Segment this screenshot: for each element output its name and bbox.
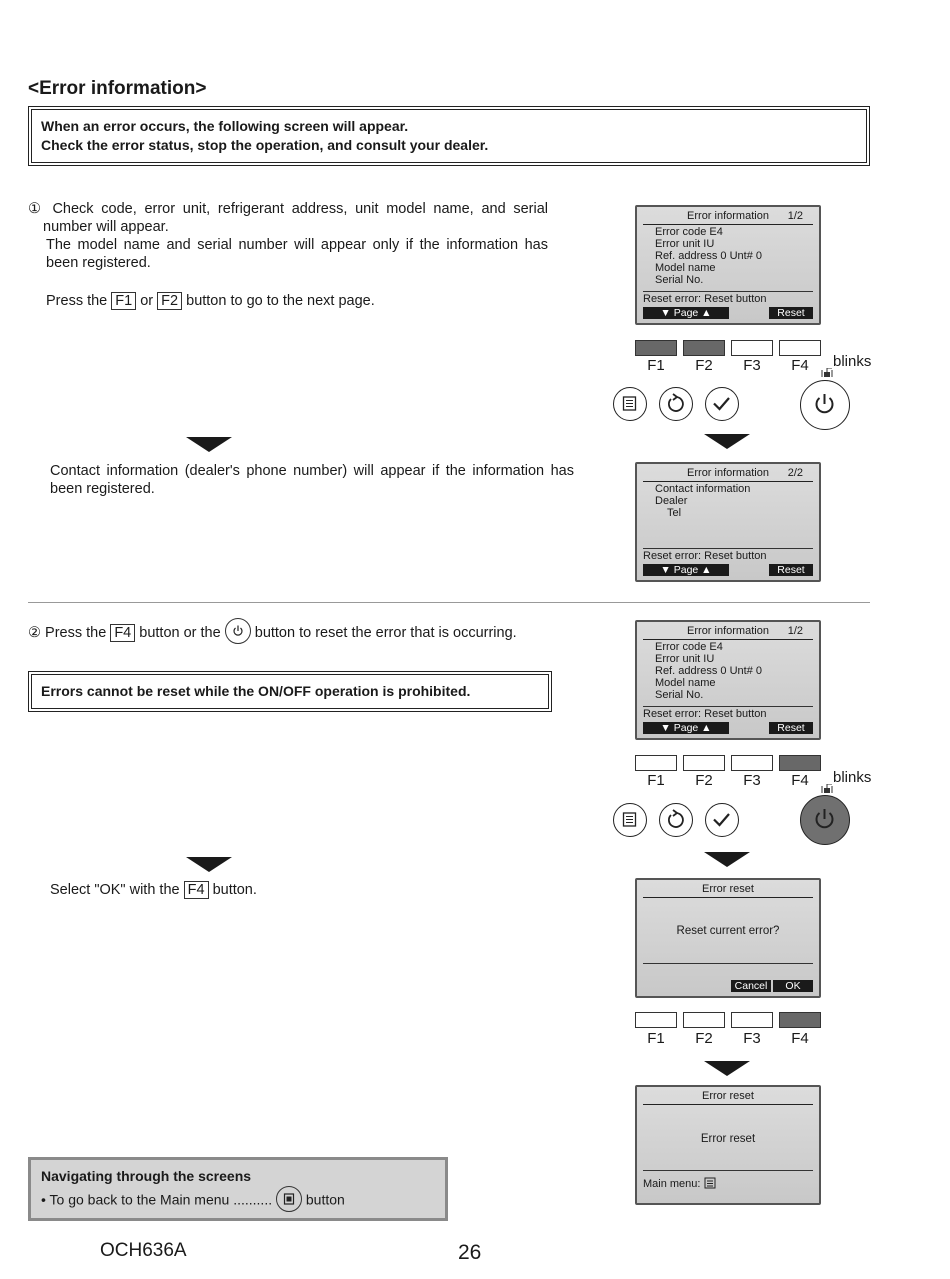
f2-button[interactable]: [683, 755, 725, 771]
menu-icon: [704, 1177, 716, 1189]
power-icon: [801, 381, 848, 428]
step1-line-1: Check code, error unit, refrigerant address, unit model name, and serial: [52, 201, 549, 217]
f3-label: F3: [743, 357, 761, 374]
lcd-error-info-page1: [635, 205, 821, 325]
f2-button[interactable]: [683, 340, 725, 356]
lcd-line: Tel: [667, 507, 682, 519]
f4-label: F4: [791, 1030, 809, 1047]
select-ok-post: button.: [212, 882, 257, 898]
f1-key-label: F1: [111, 292, 136, 310]
lcd-line: Error unit IU: [655, 653, 715, 665]
f2-button[interactable]: [683, 1012, 725, 1028]
lcd-reset-button[interactable]: Reset: [769, 722, 813, 734]
navigation-box: [28, 1157, 448, 1221]
f3-button[interactable]: [731, 340, 773, 356]
step2-mid: button or the: [139, 624, 221, 641]
f1-label: F1: [647, 1030, 665, 1047]
lcd-reset-hint: Reset error: Reset button: [643, 708, 767, 720]
f3-button[interactable]: [731, 755, 773, 771]
return-icon: [660, 804, 691, 835]
nav-item-pre: • To go back to the Main menu ..........: [41, 1191, 273, 1208]
step1-line-4: been registered.: [46, 255, 151, 271]
arrow-down-icon: [704, 1061, 750, 1076]
power-button[interactable]: [800, 795, 850, 845]
step1-line-2: number will appear.: [43, 219, 169, 235]
f1-label: F1: [647, 772, 665, 789]
return-button[interactable]: [659, 803, 693, 837]
f2-label: F2: [695, 357, 713, 374]
lcd-line: Ref. address 0 Unt# 0: [655, 250, 763, 262]
lcd-title: Error information: [687, 625, 769, 637]
lcd-title: Error reset: [702, 883, 754, 895]
f4-label: F4: [791, 357, 809, 374]
f4-button[interactable]: [779, 755, 821, 771]
f2-label: F2: [695, 772, 713, 789]
step1-num: ①: [28, 201, 45, 217]
lcd-error-reset-confirm: [635, 878, 821, 998]
step2-pre: Press the: [45, 624, 107, 641]
f4-button[interactable]: [779, 340, 821, 356]
notice-line-2: Check the error status, stop the operation, and consult your dealer.: [41, 137, 489, 153]
lcd-title: Error information: [687, 210, 769, 222]
lcd-line: Error code E4: [655, 641, 723, 653]
lcd-cancel-button[interactable]: Cancel: [731, 980, 771, 992]
lcd-line: Model name: [655, 677, 716, 689]
lcd-line: Model name: [655, 262, 716, 274]
f1-label: F1: [647, 357, 665, 374]
blink-indicator-icon: [820, 784, 834, 794]
section-divider: [28, 602, 870, 603]
lcd-line: Dealer: [655, 495, 688, 507]
contact-info-text: [50, 462, 574, 498]
f1-button[interactable]: [635, 1012, 677, 1028]
step2-text: [28, 620, 517, 646]
f4-button[interactable]: [779, 1012, 821, 1028]
step1-line-3: The model name and serial number will appear only if the information has: [46, 237, 548, 253]
step1-or: or: [140, 293, 154, 309]
step2-post: button to reset the error that is occurring.: [254, 624, 517, 641]
f2-key-label: F2: [157, 292, 182, 310]
lcd-ok-button[interactable]: OK: [773, 980, 813, 992]
lcd-line: Error code E4: [655, 226, 723, 238]
menu-button[interactable]: [613, 803, 647, 837]
return-icon: [660, 388, 691, 419]
check-icon: [706, 804, 737, 835]
nav-heading: Navigating through the screens: [41, 1168, 252, 1184]
menu-icon: [614, 388, 645, 419]
lcd-title: Error reset: [702, 1090, 754, 1102]
lcd-page-button[interactable]: ▼ Page ▲: [643, 722, 729, 734]
lcd-reset-hint: Reset error: Reset button: [643, 293, 767, 305]
menu-button[interactable]: [613, 387, 647, 421]
power-icon: [801, 796, 848, 843]
step2-num: ②: [28, 624, 41, 641]
lcd-main-menu-label: Main menu:: [643, 1178, 701, 1190]
lcd-reset-button[interactable]: Reset: [769, 307, 813, 319]
f4-label: F4: [791, 772, 809, 789]
lcd-reset-button[interactable]: Reset: [769, 564, 813, 576]
lcd-message: Error reset: [700, 1133, 756, 1145]
lcd-line: Error unit IU: [655, 238, 715, 250]
lcd-page-button[interactable]: ▼ Page ▲: [643, 307, 729, 319]
f3-label: F3: [743, 772, 761, 789]
confirm-button[interactable]: [705, 387, 739, 421]
notice-box: [28, 106, 870, 166]
menu-icon: [614, 804, 645, 835]
arrow-down-icon: [186, 437, 232, 452]
arrow-down-icon: [704, 434, 750, 449]
lcd-page-number: 1/2: [787, 625, 803, 637]
step1-press-line: [28, 292, 548, 310]
blinks-label: blinks: [833, 769, 872, 786]
lcd-line: Serial No.: [655, 274, 704, 286]
step1-text: [28, 200, 548, 310]
arrow-down-icon: [186, 857, 232, 872]
lcd-error-info-page1-reset: [635, 620, 821, 740]
lcd-line: Ref. address 0 Unt# 0: [655, 665, 763, 677]
contact-line-2: been registered.: [50, 481, 155, 497]
f3-label: F3: [743, 1030, 761, 1047]
f1-button[interactable]: [635, 340, 677, 356]
step1-press-pre: Press the: [46, 293, 108, 309]
arrow-down-icon: [704, 852, 750, 867]
power-icon: [225, 618, 251, 644]
select-ok-pre: Select "OK" with the: [50, 882, 180, 898]
f3-button[interactable]: [731, 1012, 773, 1028]
page-title: <Error information>: [28, 78, 207, 99]
lcd-error-reset-done: [635, 1085, 821, 1205]
lcd-line: Serial No.: [655, 689, 704, 701]
notice-line-1: When an error occurs, the following screen will appear.: [41, 118, 409, 134]
lcd-line: Contact information: [655, 483, 751, 495]
select-ok-text: [50, 881, 257, 899]
lcd-page-number: 2/2: [787, 467, 803, 479]
step1-press-post: button to go to the next page.: [186, 293, 375, 309]
lcd-reset-hint: Reset error: Reset button: [643, 550, 767, 562]
lcd-page-button[interactable]: ▼ Page ▲: [643, 564, 729, 576]
lcd-error-info-page2: [635, 462, 821, 582]
blinks-label: blinks: [833, 353, 872, 370]
prohibited-notice: Errors cannot be reset while the ON/OFF operation is prohibited.: [28, 671, 552, 712]
check-icon: [706, 388, 737, 419]
lcd-message: Reset current error?: [676, 925, 780, 937]
page-number: 26: [458, 1241, 482, 1264]
nav-item-main-menu: [41, 1188, 435, 1214]
menu-icon: [276, 1186, 302, 1212]
lcd-title: Error information: [687, 467, 769, 479]
lcd-main-menu-hint: [643, 1177, 716, 1190]
contact-line-1: Contact information (dealer's phone number) will appear if the information has: [50, 463, 574, 479]
confirm-button[interactable]: [705, 803, 739, 837]
return-button[interactable]: [659, 387, 693, 421]
power-button[interactable]: [800, 380, 850, 430]
f4-key-label: F4: [110, 624, 135, 642]
document-code: OCH636A: [100, 1240, 187, 1261]
f1-button[interactable]: [635, 755, 677, 771]
lcd-page-number: 1/2: [787, 210, 803, 222]
f4-key-label: F4: [184, 881, 209, 899]
blink-indicator-icon: [820, 368, 834, 378]
f2-label: F2: [695, 1030, 713, 1047]
nav-item-post: button: [305, 1191, 345, 1208]
